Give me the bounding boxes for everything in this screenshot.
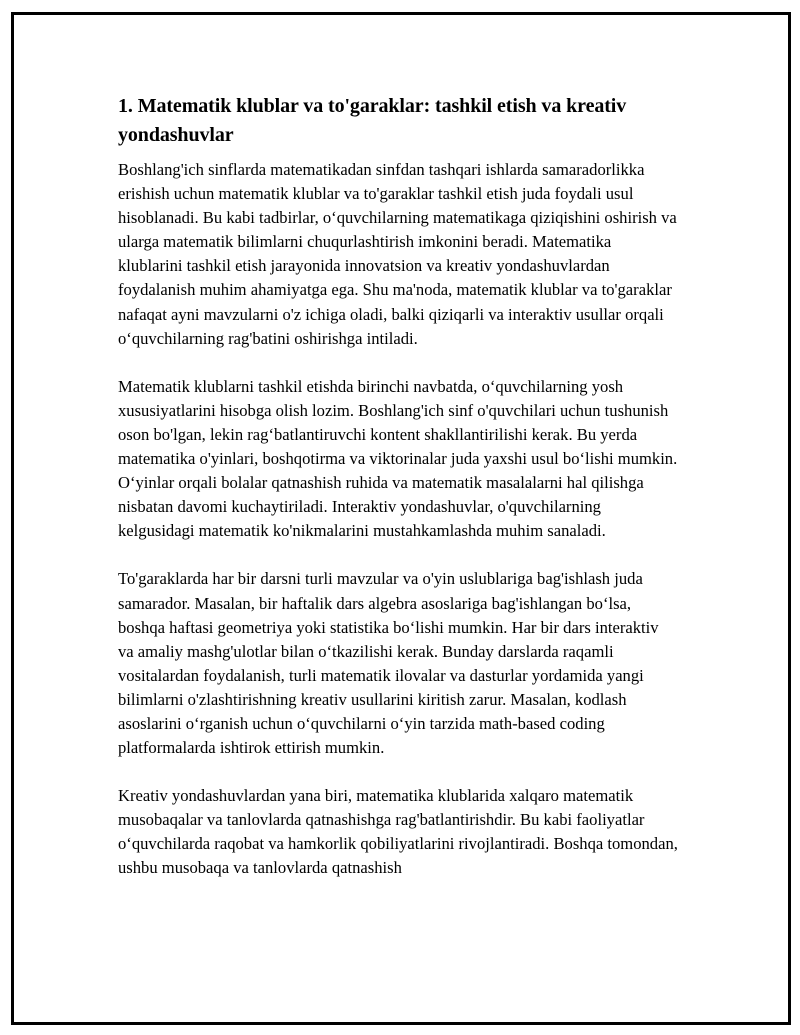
paragraph-1: Boshlang'ich sinflarda matematikadan sinfdan tashqari ishlarda samaradorlikka erishish uchun matematik klublar va to'garaklar tashkil etish juda foydali usul hisoblanadi. Bu kabi tadbirlar, o‘quvchilarning matematikaga qiziqishini oshirish va ularga matematik bilimlarni chuqurlashtirish imkonini beradi. Matematika klublarini tashkil etish jarayonida innovatsion va kreativ yondashuvlardan foydalanish muhim ahamiyatga ega. Shu ma'noda, matematik klublar va to'garaklar nafaqat ayni mavzularni o'z ichiga oladi, balki qiziqarli va interaktiv usullar orqali o‘quvchilarning rag'batini oshirishga intiladi. xyxy=(118,160,677,348)
paragraph-2: Matematik klublarni tashkil etishda birinchi navbatda, o‘quvchilarning yosh xususiyatlarini hisobga olish lozim. Boshlang'ich sinf o'quvchilari uchun tushunish oson bo'lgan, lekin rag‘batlantiruvchi kontent shakllantirilishi kerak. Bu yerda matematika o'yinlari, boshqotirma va viktorinalar juda yaxshi usul bo‘lishi mumkin. O‘yinlar orqali bolalar qatnashish ruhida va matematik masalalarni hal qilishga nisbatan davomi kuchaytiriladi. Interaktiv yondashuvlar, o'quvchilarning kelgusidagi matematik ko'nikmalarini mustahkamlashda muhim sanaladi. xyxy=(118,376,678,541)
section-heading: 1. Matematik klublar va to'garaklar: tashkil etish va kreativ yondashuvlar xyxy=(118,95,627,146)
document-body xyxy=(118,92,678,905)
paragraph-3: To'garaklarda har bir darsni turli mavzular va o'yin uslublariga bag'ishlash juda samarador. Masalan, bir haftalik dars algebra asoslariga bag'ishlangan bo‘lsa, boshqa haftasi geometriya yoki statistika bo‘lishi mumkin. Har bir dars interaktiv va amaliy mashg'ulotlar bilan o‘tkazilishi kerak. Bunday darslarda raqamli vositalardan foydalanish, turli matematik ilovalar va dasturlar yordamida yangi bilimlarni o'zlashtirishning kreativ usullarini kiritish zarur. Masalan, kodlash asoslarini o‘rganish uchun o‘quvchilarni o‘yin tarzida math-based coding platformalarda ishtirok ettirish mumkin. xyxy=(118,569,659,758)
paragraph-4: Kreativ yondashuvlardan yana biri, matematika klublarida xalqaro matematik musobaqalar va tanlovlarda qatnashishga rag'batlantirishdir. Bu kabi faoliyatlar o‘quvchilarda raqobat va hamkorlik qobiliyatlarini rivojlantiradi. Boshqa tomondan, ushbu musobaqa va tanlovlarda qatnashish xyxy=(118,786,678,878)
